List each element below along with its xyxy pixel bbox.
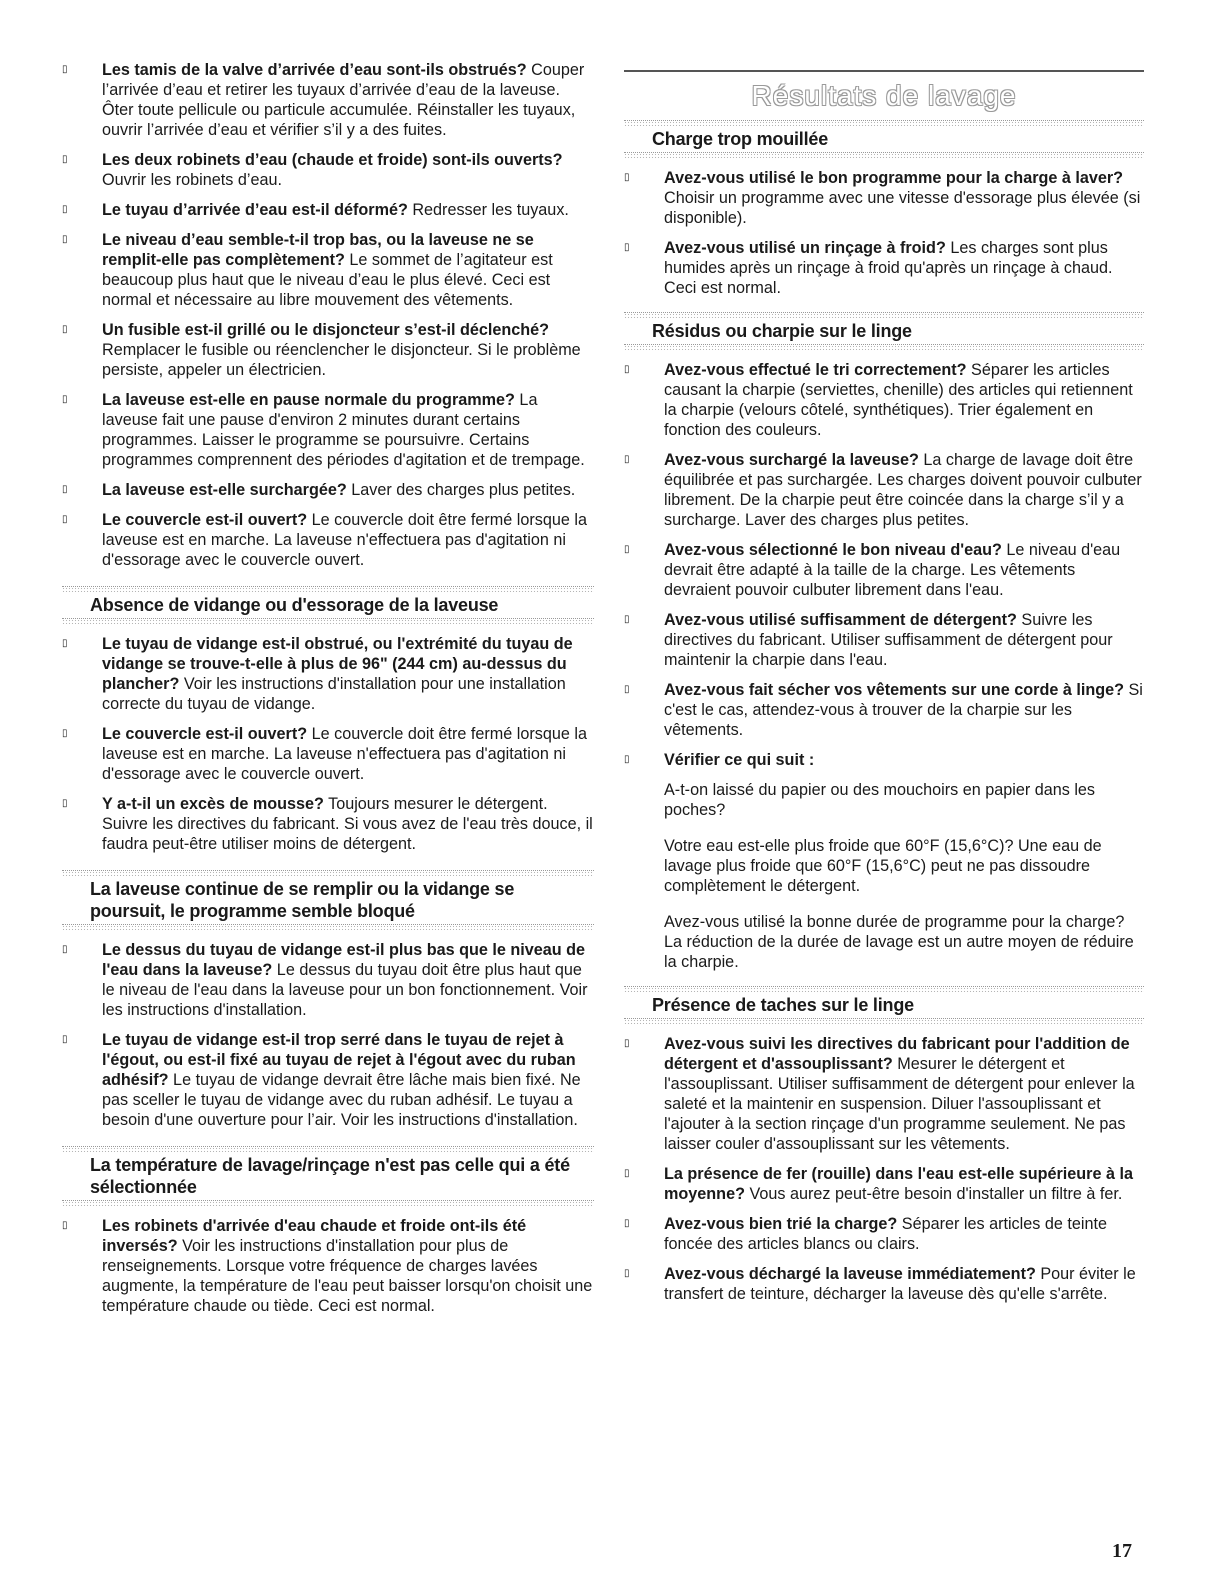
item-answer: Séparer les articles causant la charpie (serviettes, chenille) des articles qui retiennent la charpie (velours côtelé, synthétiques). Trier également en fonction des couleurs. (664, 361, 1133, 439)
left-column (62, 60, 594, 1326)
item-question: Le dessus du tuyau de vidange est-il plus bas que le niveau de l'eau dans la laveuse? (102, 941, 586, 979)
item-answer: Mesurer le détergent et l'assouplissant. Utiliser suffisamment de détergent pour enlever la saleté et la maintenir en suspension. Diluer l'assouplissant et l'ajouter à la section rinçage d'un programme seulement. Ne pas laisser couler d'assouplissant sur les vêtements. (664, 1055, 1135, 1154)
list-item (62, 60, 594, 140)
item-question: Les tamis de la valve d’arrivée d’eau sont-ils obstrués? (102, 61, 527, 79)
list-e (624, 168, 1144, 298)
item-answer: Vous aurez peut-être besoin d'installer un filtre à fer. (744, 1185, 1123, 1204)
section-title: Résidus ou charpie sur le linge (652, 321, 912, 341)
right-column (624, 58, 1144, 1314)
item-question: Le niveau d’eau semble-t-il trop bas, ou la laveuse ne se remplit-elle pas complètement? (102, 231, 534, 269)
list-item (624, 680, 1144, 740)
item-answer: Laver des charges plus petites. (346, 481, 576, 499)
list-item (62, 940, 594, 1020)
bullet-icon: ▯ (62, 514, 68, 525)
item-question: Vérifier ce qui suit : (664, 751, 815, 769)
item-question: Avez-vous utilisé suffisamment de détergent? (664, 611, 1017, 629)
dotted-rule (624, 344, 1144, 350)
item-answer: Si c'est le cas, attendez-vous à trouver de la charpie sur les vêtements. (664, 681, 1143, 739)
bullet-icon: ▯ (624, 684, 630, 695)
item-answer: Remplacer le fusible ou réenclencher le disjoncteur. Si le problème persiste, appeler un électricien. (102, 341, 581, 379)
item-answer: Les charges sont plus humides après un rinçage à froid qu'après un rinçage à chaud. Ceci est normal. (664, 239, 1113, 297)
section-header-temperature (62, 1146, 594, 1206)
item-question: Le couvercle est-il ouvert? (102, 725, 308, 743)
bullet-icon: ▯ (624, 754, 630, 765)
item-answer: Le tuyau de vidange devrait être lâche mais bien fixé. Ne pas sceller le tuyau de vidange avec du ruban adhésif. Le tuyau a besoin d'une ouverture pour l’air. Voir les instructions d'installation. (102, 1071, 581, 1129)
item-answer: Le sommet de l’agitateur est beaucoup plus haut que le niveau d’eau le plus élevé. Ceci est normal et nécessaire au libre mouvement des vêtements. (102, 251, 553, 309)
list-item (624, 1214, 1144, 1254)
item-answer: Le dessus du tuyau doit être plus haut que le niveau de l'eau dans la laveuse pour un bon fonctionnement. Voir les instructions d'installation. (102, 961, 588, 1019)
list-f (624, 360, 1144, 770)
check-paragraph: Votre eau est-elle plus froide que 60°F (15,6°C)? Une eau de lavage plus froide que 60°F (15,6°C) peut ne pas dissoudre complètement le détergent. (664, 837, 1102, 896)
bullet-icon: ▯ (62, 234, 68, 245)
list-item (624, 750, 1144, 770)
check-paragraphs (624, 780, 1144, 972)
bullet-icon: ▯ (62, 798, 68, 809)
check-paragraph: A-t-on laissé du papier ou des mouchoirs en papier dans les poches? (664, 781, 1096, 819)
item-question: Avez-vous utilisé le bon programme pour la charge à laver? (664, 169, 1124, 187)
bullet-icon: ▯ (624, 544, 630, 555)
list-item (624, 1164, 1144, 1204)
item-answer: Suivre les directives du fabricant. Utiliser suffisamment de détergent pour maintenir la charpie dans l'eau. (664, 611, 1113, 669)
list-item (62, 150, 594, 190)
list-g (624, 1034, 1144, 1304)
item-question: Y a-t-il un excès de mousse? (102, 795, 324, 813)
list-item (62, 390, 594, 470)
item-question: Un fusible est-il grillé ou le disjoncteur s’est-il déclenché? (102, 321, 550, 339)
item-question: Les robinets d'arrivée d'eau chaude et froide ont-ils été inversés? (102, 1217, 527, 1255)
bullet-icon: ▯ (62, 1220, 68, 1231)
dotted-rule (62, 1200, 594, 1206)
item-question: La laveuse est-elle surchargée? (102, 481, 347, 499)
item-question: La laveuse est-elle en pause normale du programme? (102, 391, 515, 409)
item-answer: La laveuse fait une pause d'environ 2 minutes durant certains programmes. Laisser le programme se poursuivre. Certains programmes comprennent des périodes d'agitation et de trempage. (102, 391, 585, 469)
list-item (624, 1034, 1144, 1154)
item-question: Avez-vous effectué le tri correctement? (664, 361, 967, 379)
list-item (62, 794, 594, 854)
section-header-no-drain (62, 586, 594, 624)
item-question: Le tuyau de vidange est-il obstrué, ou l'extrémité du tuyau de vidange se trouve-t-elle à plus de 96" (244 cm) au-dessus du plancher? (102, 635, 573, 693)
section-title: La laveuse continue de se remplir ou la vidange se poursuit, le programme semble bloqué (90, 879, 515, 921)
list-item (62, 230, 594, 310)
bullet-icon: ▯ (624, 1268, 630, 1280)
dotted-rule (62, 618, 594, 624)
section-title: Présence de taches sur le linge (652, 995, 914, 1016)
bullet-icon: ▯ (62, 638, 68, 649)
list-item (62, 320, 594, 380)
bullet-icon: ▯ (62, 394, 68, 405)
section-header-keeps-filling (62, 870, 594, 930)
item-question: Le tuyau d’arrivée d’eau est-il déformé? (102, 201, 408, 219)
bullet-icon: ▯ (62, 484, 68, 495)
list-item (62, 510, 594, 570)
dotted-rule (624, 1018, 1144, 1024)
dotted-rule (624, 152, 1144, 158)
item-question: Les deux robinets d’eau (chaude et froide) sont-ils ouverts? (102, 151, 563, 169)
list-item (624, 450, 1144, 530)
list-b (62, 634, 594, 854)
list-item (624, 360, 1144, 440)
list-item (62, 480, 594, 500)
dotted-rule (62, 924, 594, 930)
list-item (62, 634, 594, 714)
bullet-icon: ▯ (624, 172, 630, 183)
item-answer: Voir les instructions d'installation pour plus de renseignements. Lorsque votre fréquence de charges lavées augmente, la température de l'eau peut baisser lorsqu'on choisit une température chaude ou tiède. Ceci est normal. (102, 1237, 593, 1315)
item-question: Le couvercle est-il ouvert? (102, 511, 308, 529)
bullet-icon: ▯ (62, 728, 68, 739)
item-question: Avez-vous utilisé un rinçage à froid? (664, 239, 946, 257)
list-a (62, 60, 594, 570)
bullet-icon: ▯ (62, 204, 68, 215)
item-answer: Le couvercle doit être fermé lorsque la laveuse est en marche. La laveuse n'effectuera pas d'agitation ni d'essorage avec le couvercle ouvert. (102, 725, 587, 783)
list-d (62, 1216, 594, 1316)
section-header-too-wet (624, 120, 1144, 158)
bullet-icon: ▯ (62, 64, 68, 75)
section-title: Charge trop mouillée (652, 129, 829, 149)
item-question: Avez-vous sélectionné le bon niveau d'eau? (664, 541, 1002, 559)
bullet-icon: ▯ (624, 614, 630, 625)
bullet-icon: ▯ (624, 242, 630, 253)
list-c (62, 940, 594, 1130)
page-number: 17 (1112, 1540, 1132, 1562)
item-answer: Toujours mesurer le détergent. Suivre les directives du fabricant. Si vous avez de l'eau très douce, il faudra peut-être utiliser moins de détergent. (102, 795, 593, 853)
bullet-icon: ▯ (624, 454, 630, 465)
section-header-lint (624, 312, 1144, 350)
results-title: Résultats de lavage (751, 80, 1017, 111)
bullet-icon: ▯ (62, 154, 68, 165)
item-question: Avez-vous fait sécher vos vêtements sur une corde à linge? (664, 681, 1124, 699)
list-item (624, 238, 1144, 298)
item-answer: La charge de lavage doit être équilibrée et pas surchargée. Les charges doivent pouvoir culbuter librement. De la charpie peut être coincée dans la charge s’il y a surcharge. Laver des charges plus petites. (664, 451, 1142, 529)
list-item (62, 724, 594, 784)
bullet-icon: ▯ (624, 1168, 630, 1180)
check-paragraph: Avez-vous utilisé la bonne durée de programme pour la charge? La réduction de la durée de lavage est un autre moyen de réduire la charpie. (664, 913, 1134, 972)
list-item (624, 610, 1144, 670)
list-item (62, 200, 594, 220)
item-answer: Redresser les tuyaux. (407, 201, 569, 219)
bullet-icon: ▯ (62, 324, 68, 335)
list-item (624, 1264, 1144, 1304)
item-answer: Séparer les articles de teinte foncée des articles blancs ou clairs. (664, 1215, 1107, 1254)
bullet-icon: ▯ (62, 944, 68, 955)
item-answer: Voir les instructions d'installation pour une installation correcte du tuyau de vidange. (102, 675, 566, 713)
item-answer: Choisir un programme avec une vitesse d'essorage plus élevée (si disponible). (664, 189, 1141, 227)
item-answer: Couper l’arrivée d’eau et retirer les tuyaux d’arrivée d’eau de la laveuse. Ôter toute pellicule ou particule accumulée. Réinstaller les tuyaux, ouvrir l’arrivée d’eau et vérifier s’il y a des fuites. (102, 61, 585, 139)
list-item (624, 540, 1144, 600)
bullet-icon: ▯ (624, 1218, 630, 1230)
item-answer: Ouvrir les robinets d’eau. (102, 171, 282, 189)
section-header-stains (624, 986, 1144, 1024)
item-answer: Le couvercle doit être fermé lorsque la laveuse est en marche. La laveuse n'effectuera pas d'agitation ni d'essorage avec le couvercle ouvert. (102, 511, 587, 569)
item-answer: Le niveau d'eau devrait être adapté à la taille de la charge. Les vêtements devraient pouvoir culbuter librement dans l'eau. (664, 541, 1121, 599)
bullet-icon: ▯ (624, 364, 630, 375)
item-question: Avez-vous bien trié la charge? (664, 1215, 898, 1234)
item-question: Avez-vous suivi les directives du fabricant pour l'addition de détergent et d'assouplissant? (664, 1035, 1130, 1074)
item-question: La présence de fer (rouille) dans l'eau est-elle supérieure à la moyenne? (664, 1165, 1133, 1204)
section-title: La température de lavage/rinçage n'est pas celle qui a été sélectionnée (90, 1155, 570, 1197)
item-question: Avez-vous surchargé la laveuse? (664, 451, 919, 469)
list-item (62, 1030, 594, 1130)
list-item (624, 168, 1144, 228)
bullet-icon: ▯ (624, 1038, 630, 1050)
item-answer: Pour éviter le transfert de teinture, décharger la laveuse dès qu'elle s'arrête. (664, 1265, 1136, 1304)
item-question: Avez-vous déchargé la laveuse immédiatement? (664, 1265, 1036, 1284)
list-item (62, 1216, 594, 1316)
bullet-icon: ▯ (62, 1034, 68, 1045)
section-title: Absence de vidange ou d'essorage de la laveuse (90, 595, 499, 615)
item-question: Le tuyau de vidange est-il trop serré dans le tuyau de rejet à l'égout, ou est-il fixé au tuyau de rejet à l'égout avec du ruban adhésif? (102, 1031, 576, 1089)
results-rule (624, 70, 1144, 72)
